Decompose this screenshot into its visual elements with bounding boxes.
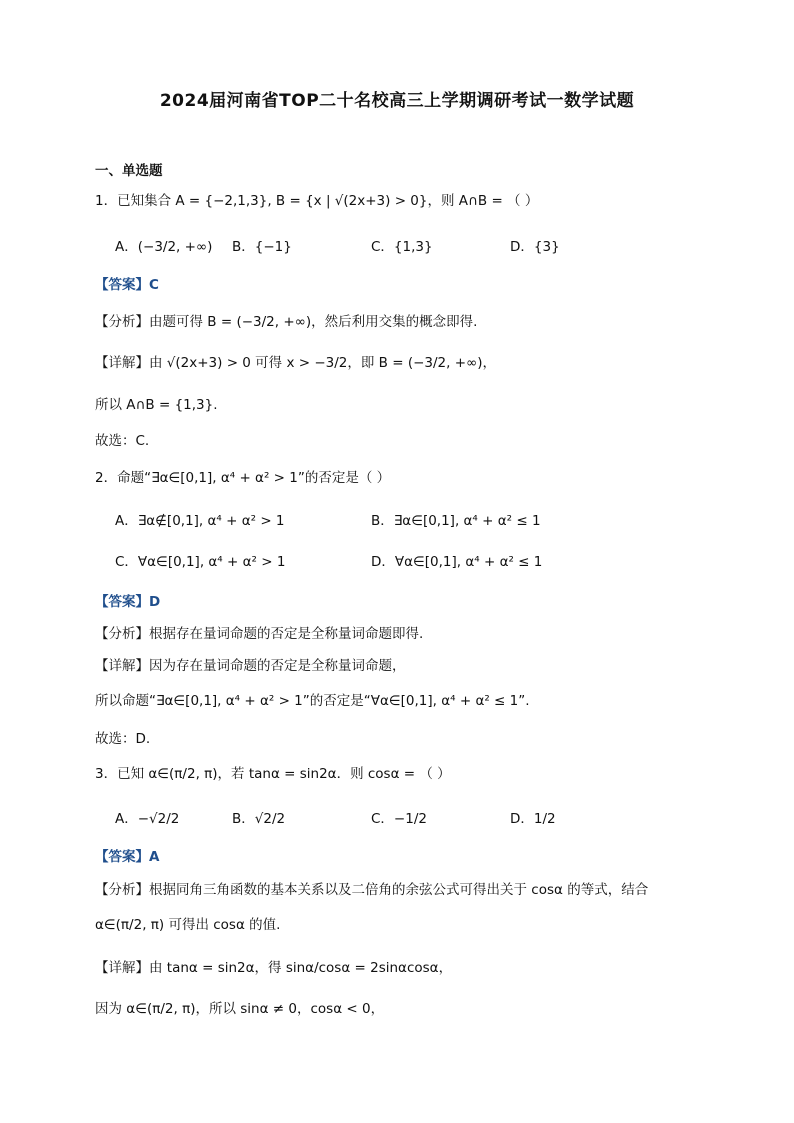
q1-choose: 故选：C. xyxy=(95,433,150,449)
q1-detail: 【详解】由 √(2x+3) > 0 可得 x > −3/2，即 B = (−3/2, +∞)， xyxy=(95,355,497,371)
q2-detail-2: 所以命题“∃α∈[0,1], α⁴ + α² > 1”的否定是“∀α∈[0,1], α⁴ + α² ≤ 1”. xyxy=(95,693,530,709)
q3-detail-2: 因为 α∈(π/2, π)，所以 sinα ≠ 0，cosα < 0， xyxy=(95,1001,385,1017)
page-title: 2024届河南省TOP二十名校高三上学期调研考试一数学试题 xyxy=(159,91,635,111)
q3-option-b: B．√2/2 xyxy=(232,811,286,827)
q1-option-d: D．{3} xyxy=(510,239,560,255)
q1-option-c: C．{1,3} xyxy=(371,239,433,255)
q1-stem: 1．已知集合 A = {−2,1,3}, B = {x | √(2x+3) > 0}，则 A∩B = （ ） xyxy=(95,193,539,209)
q2-analysis: 【分析】根据存在量词命题的否定是全称量词命题即得. xyxy=(95,626,424,642)
q3-answer: 【答案】A xyxy=(95,849,160,865)
q2-choose: 故选：D. xyxy=(95,731,151,747)
q3-option-d: D．1/2 xyxy=(510,811,556,827)
q3-analysis: 【分析】根据同角三角函数的基本关系以及二倍角的余弦公式可得出关于 cosα 的等式，结合 xyxy=(95,882,649,898)
q2-option-d: D．∀α∈[0,1], α⁴ + α² ≤ 1 xyxy=(371,554,543,570)
q2-detail: 【详解】因为存在量词命题的否定是全称量词命题， xyxy=(95,658,406,674)
q2-option-a: A．∃α∉[0,1], α⁴ + α² > 1 xyxy=(115,513,285,529)
q1-analysis: 【分析】由题可得 B = (−3/2, +∞)，然后利用交集的概念即得. xyxy=(95,314,478,330)
q3-option-c: C．−1/2 xyxy=(371,811,427,827)
q1-option-a: A．(−3/2, +∞) xyxy=(115,239,213,255)
q1-detail-2: 所以 A∩B = {1,3}. xyxy=(95,397,218,413)
q2-option-b: B．∃α∈[0,1], α⁴ + α² ≤ 1 xyxy=(371,513,541,529)
q3-option-a: A．−√2/2 xyxy=(115,811,180,827)
section-heading: 一、单选题 xyxy=(95,163,163,179)
q1-answer: 【答案】C xyxy=(95,277,159,293)
q2-stem: 2．命题“∃α∈[0,1], α⁴ + α² > 1”的否定是（ ） xyxy=(95,470,391,486)
q2-answer: 【答案】D xyxy=(95,594,161,610)
q3-detail: 【详解】由 tanα = sin2α，得 sinα/cosα = 2sinαcosα， xyxy=(95,960,453,976)
q2-option-c: C．∀α∈[0,1], α⁴ + α² > 1 xyxy=(115,554,286,570)
q3-analysis-2: α∈(π/2, π) 可得出 cosα 的值. xyxy=(95,917,281,933)
q3-stem: 3．已知 α∈(π/2, π)，若 tanα = sin2α．则 cosα = （ ） xyxy=(95,766,451,782)
q1-option-b: B．{−1} xyxy=(232,239,292,255)
